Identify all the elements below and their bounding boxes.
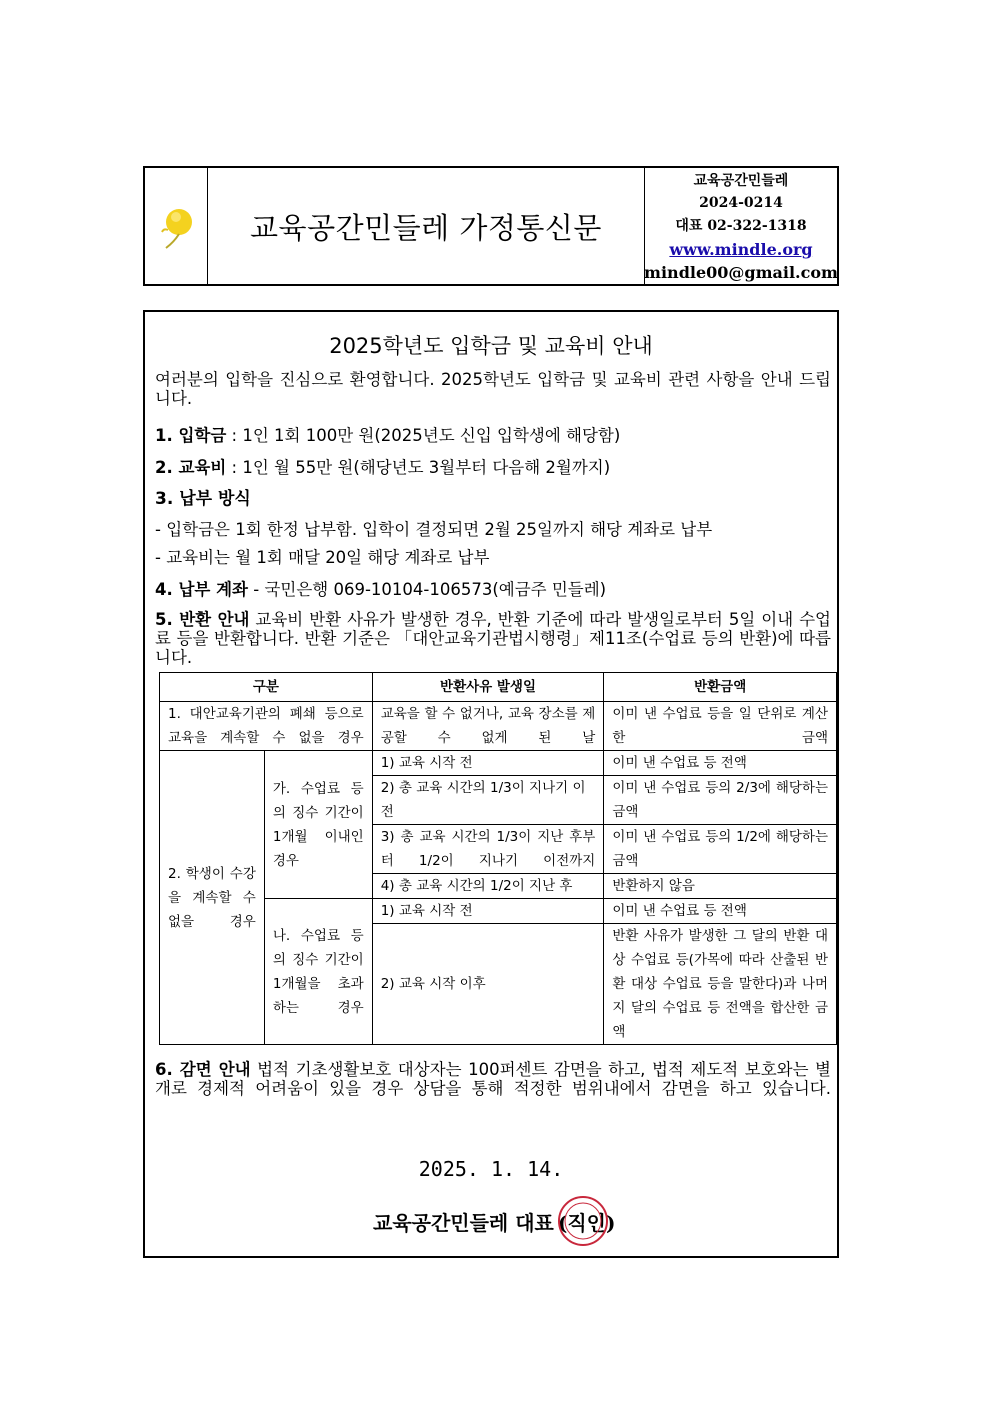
- table-cell: 1) 교육 시작 전: [372, 899, 604, 924]
- table-header: 반환금액: [604, 673, 837, 702]
- section-text: - 국민은행 069-10104-106573(예금주 민들레): [248, 580, 607, 599]
- table-row: [160, 702, 837, 751]
- table-header: 구분: [160, 673, 373, 702]
- table-cell: 반환하지 않음: [604, 874, 837, 899]
- section-text: 교육비 반환 사유가 발생한 경우, 반환 기준에 따라 발생일로부터 5일 이내 수업료 등을 반환합니다. 반환 기준은 「대안교육기관법시행령」제11조(수업료 등의 반환)에 따릅니다.: [155, 610, 831, 667]
- section-label: 1. 입학금: [155, 426, 227, 445]
- logo-cell: [145, 168, 208, 284]
- table-row: [160, 751, 837, 776]
- org-info: [645, 168, 837, 284]
- website-link[interactable]: www.mindle.org: [669, 239, 813, 259]
- seal-text: 직인: [567, 1211, 606, 1235]
- intro-paragraph: 여러분의 입학을 진심으로 환영합니다. 2025학년도 입학금 및 교육비 관련 사항을 안내 드립니다.: [155, 370, 831, 408]
- payment-item: - 교육비는 월 1회 매달 20일 해당 계좌로 납부: [155, 548, 490, 567]
- table-cell: 2) 총 교육 시간의 1/3이 지나기 이전: [372, 776, 604, 825]
- table-cell: 이미 낸 수업료 등 전액: [604, 899, 837, 924]
- signature-line: [373, 1207, 615, 1236]
- section-label: 5. 반환 안내: [155, 610, 250, 629]
- seal: (직인): [558, 1207, 616, 1236]
- signature-text: 교육공간민들레 대표: [373, 1211, 554, 1235]
- table-cell: 나. 수업료 등의 징수 기간이 1개월을 초과하는 경우: [264, 899, 372, 1045]
- table-cell: 이미 낸 수업료 등의 1/2에 해당하는 금액: [604, 825, 837, 874]
- section-tuition: [155, 458, 831, 477]
- refund-table: [159, 672, 837, 1045]
- payment-item: - 입학금은 1회 한정 납부함. 입학이 결정되면 2월 25일까지 해당 계좌로 납부: [155, 520, 713, 539]
- newsletter-title: 교육공간민들레 가정통신문: [208, 168, 645, 284]
- table-header: 반환사유 발생일: [372, 673, 604, 702]
- section-reduction: [155, 1060, 831, 1098]
- section-payment-method: 3. 납부 방식: [155, 489, 251, 509]
- section-refund: [155, 610, 831, 667]
- dandelion-logo-icon: [156, 200, 196, 252]
- table-cell: 반환 사유가 발생한 그 달의 반환 대상 수업료 등(가목에 따라 산출된 반환 대상 수업료 등을 말한다)과 나머지 달의 수업료 등 전액을 합산한 금액: [604, 924, 837, 1045]
- doc-number: 2024-0214: [699, 194, 783, 211]
- table-header-row: [160, 673, 837, 702]
- official-seal-icon: [550, 1193, 612, 1247]
- section-account: [155, 580, 831, 599]
- notice-body: [143, 310, 839, 1258]
- notice-title: 2025학년도 입학금 및 교육비 안내: [329, 334, 653, 358]
- table-cell: 2. 학생이 수강을 계속할 수 없을 경우: [160, 751, 265, 1045]
- section-label: 2. 교육비: [155, 458, 227, 477]
- section-label: 4. 납부 계좌: [155, 580, 248, 599]
- section-label: 6. 감면 안내: [155, 1060, 251, 1079]
- email-address: mindle00@gmail.com: [644, 263, 838, 282]
- section-text: 법적 기초생활보호 대상자는 100퍼센트 감면을 하고, 법적 제도적 보호와는 별개로 경제적 어려움이 있을 경우 상담을 통해 적정한 범위내에서 감면을 하고 있습니다.: [155, 1060, 832, 1098]
- section-admission-fee: [155, 426, 831, 445]
- table-cell: 교육을 할 수 없거나, 교육 장소를 제공할 수 없게 된 날: [372, 702, 604, 751]
- phone-number: 대표 02-322-1318: [675, 218, 807, 234]
- table-cell: 이미 낸 수업료 등의 2/3에 해당하는 금액: [604, 776, 837, 825]
- newsletter-header: [143, 166, 839, 286]
- table-cell: 1. 대안교육기관의 폐쇄 등으로 교육을 계속할 수 없을 경우: [160, 702, 373, 751]
- table-cell: 2) 교육 시작 이후: [372, 924, 604, 1045]
- table-cell: 1) 교육 시작 전: [372, 751, 604, 776]
- org-name: 교육공간민들레: [693, 173, 789, 189]
- table-cell: 이미 낸 수업료 등을 일 단위로 계산한 금액: [604, 702, 837, 751]
- table-cell: 4) 총 교육 시간의 1/2이 지난 후: [372, 874, 604, 899]
- section-text: : 1인 1회 100만 원(2025년도 신입 입학생에 해당함): [226, 426, 621, 445]
- section-text: : 1인 월 55만 원(해당년도 3월부터 다음해 2월까지): [226, 458, 611, 477]
- table-cell: 이미 낸 수업료 등 전액: [604, 751, 837, 776]
- table-cell: 가. 수업료 등의 징수 기간이 1개월 이내인 경우: [264, 751, 372, 899]
- table-cell: 3) 총 교육 시간의 1/3이 지난 후부터 1/2이 지나기 이전까지: [372, 825, 604, 874]
- issue-date: 2025. 1. 14.: [418, 1157, 564, 1181]
